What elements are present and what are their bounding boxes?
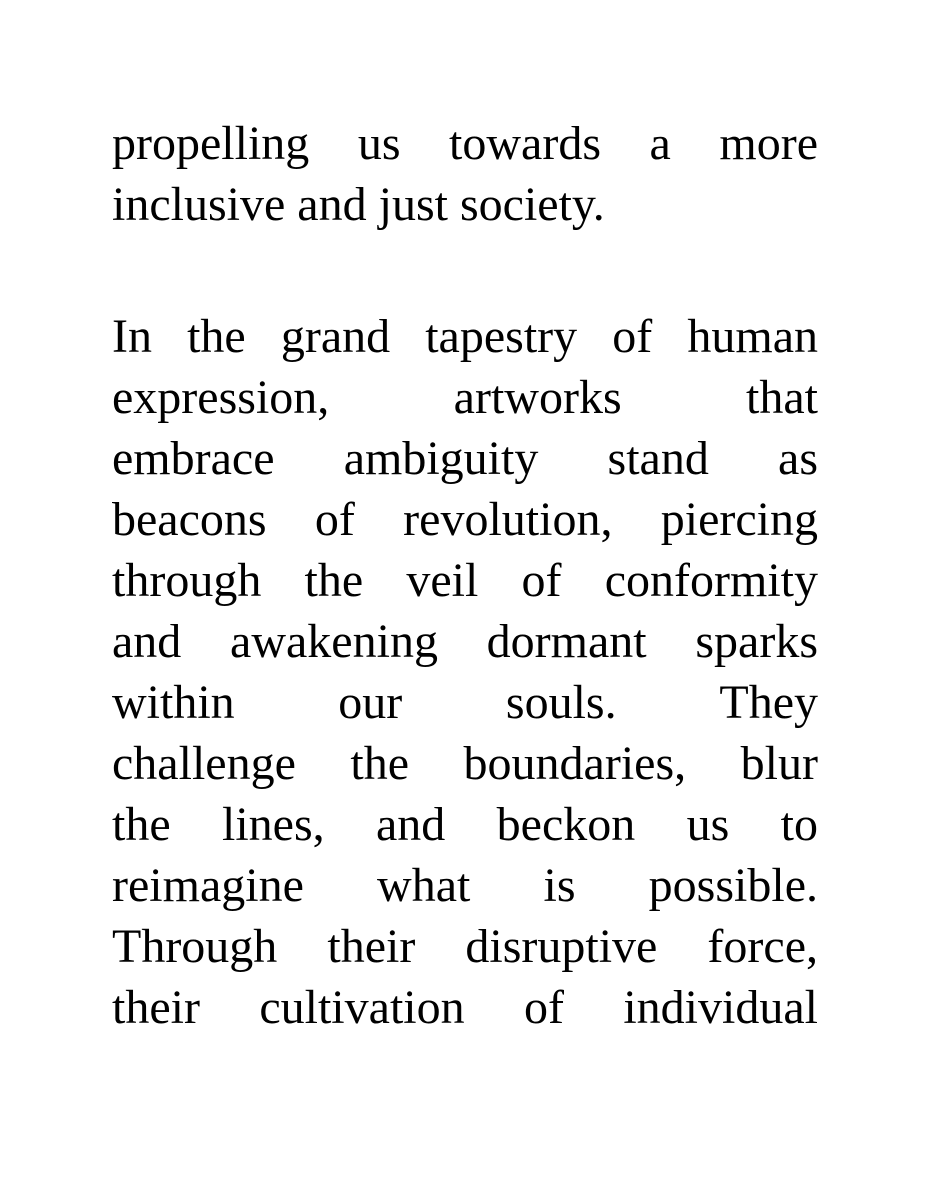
text-line: Through their disruptive force, bbox=[112, 920, 818, 973]
text-line: the lines, and beckon us to bbox=[112, 798, 818, 851]
text-line: embrace ambiguity stand as bbox=[112, 432, 818, 485]
text-line: In the grand tapestry of human bbox=[112, 310, 818, 363]
text-line: and awakening dormant sparks bbox=[112, 615, 818, 668]
text-line: propelling us towards a more bbox=[112, 117, 818, 170]
text-line: inclusive and just society. bbox=[112, 178, 605, 231]
text-line: beacons of revolution, piercing bbox=[112, 493, 818, 546]
text-line: expression, artworks that bbox=[112, 371, 818, 424]
text-line: their cultivation of individual bbox=[112, 981, 818, 1034]
text-line: reimagine what is possible. bbox=[112, 859, 818, 912]
paragraph-1 bbox=[112, 113, 818, 235]
text-line: within our souls. They bbox=[112, 676, 818, 729]
text-line: challenge the boundaries, blur bbox=[112, 737, 818, 790]
text-line: through the veil of conformity bbox=[112, 554, 818, 607]
paragraph-2 bbox=[112, 306, 818, 1038]
